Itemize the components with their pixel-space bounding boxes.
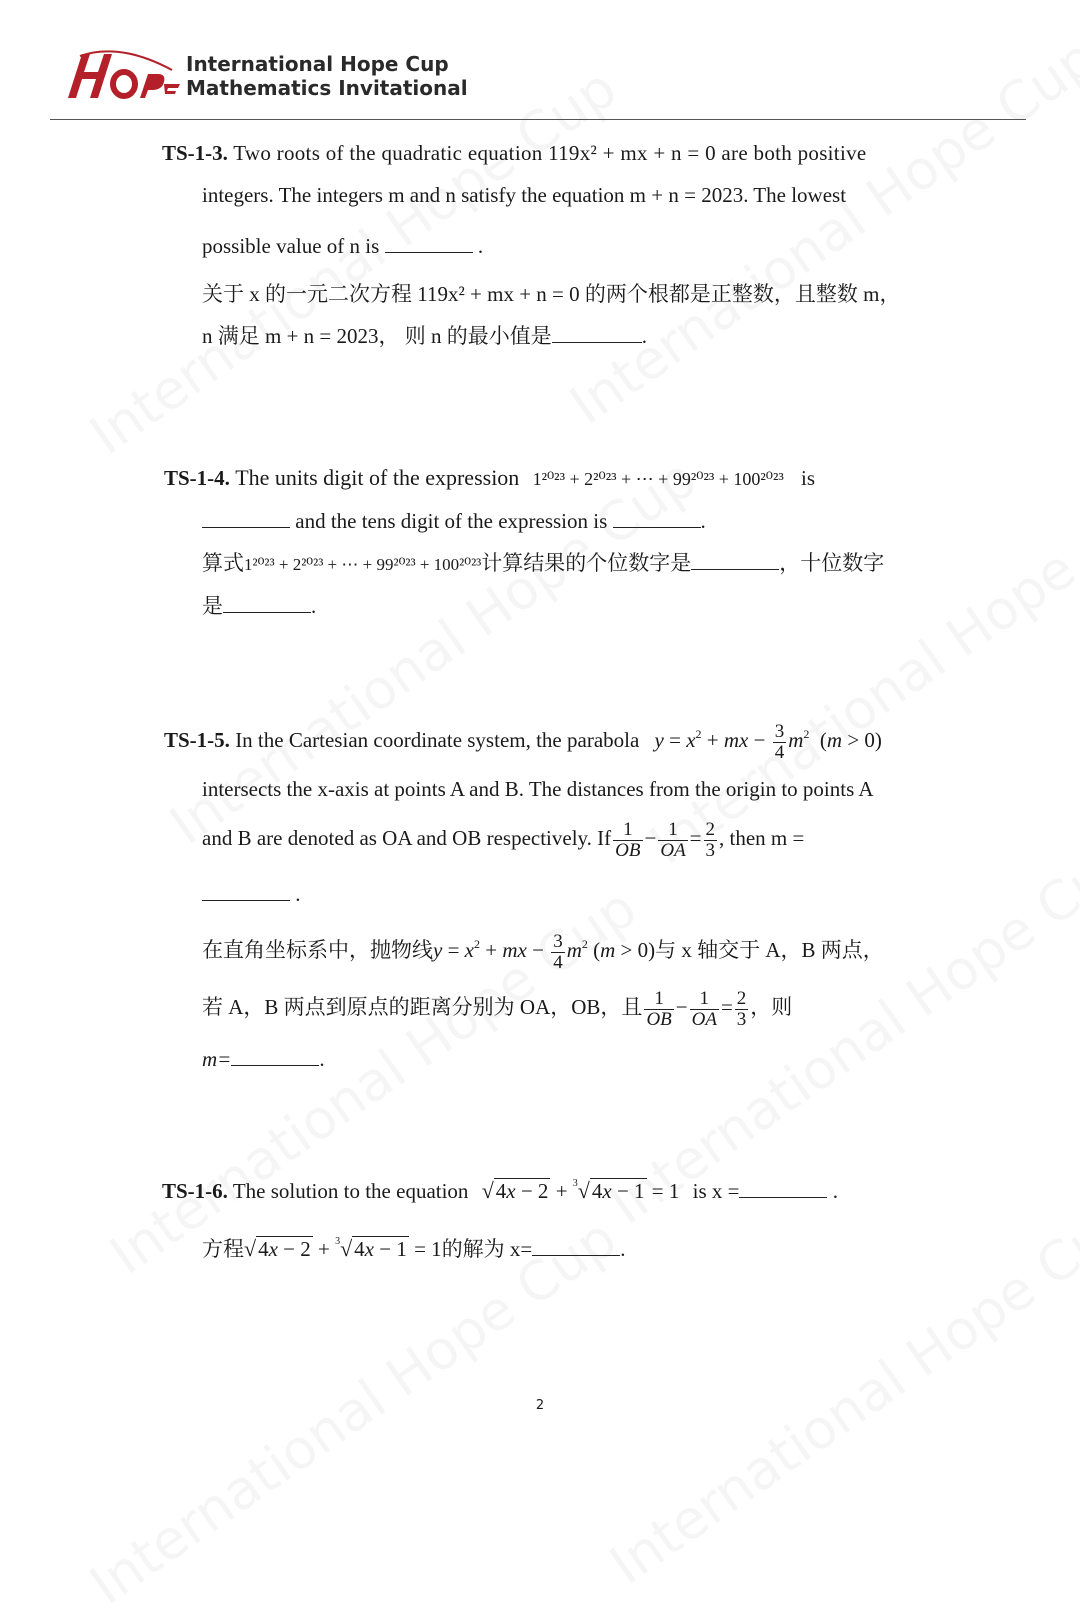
org-line-1: International Hope Cup: [186, 52, 449, 76]
equation-formula-zh: √4x − 2 + $^3$√4x − 1 = 1: [244, 1236, 442, 1261]
answer-blank[interactable]: [202, 882, 290, 901]
problem-4-zh-line-1: [202, 549, 884, 579]
problem-5-en-1: In the Cartesian coordinate system, the parabola: [235, 728, 640, 752]
problem-5-zh-line-2: [202, 987, 792, 1030]
watermark: [599, 1186, 1080, 1597]
answer-blank[interactable]: [202, 509, 290, 528]
problem-6-zh-1a: 方程: [202, 1237, 244, 1261]
problem-4-zh-expr: 1²⁰²³ + 2²⁰²³ + ⋯ + 99²⁰²³ + 100²⁰²³: [244, 555, 482, 574]
problem-3-line-1: [162, 139, 867, 167]
problem-5-en-2: intersects the x-axis at points A and B. The distances from the origin to points A: [202, 777, 874, 801]
problem-6-en-1: The solution to the equation: [232, 1179, 469, 1203]
problem-6-id: TS-1-6.: [162, 1179, 228, 1203]
problem-4-zh-1c: ，十位数字: [779, 551, 885, 575]
problem-6-zh-1b: 的解为 x=: [441, 1237, 533, 1261]
problem-4-expr: 1²⁰²³ + 2²⁰²³ + ⋯ + 99²⁰²³ + 100²⁰²³: [532, 469, 784, 489]
parabola-formula: $y = x^2$ + mx − $\frac{3}{4}$ $m^2$ (m > 0): [654, 720, 882, 763]
problem-3-en-1: Two roots of the quadratic equation 119x² + mx + n = 0 are both positive: [233, 141, 867, 165]
condition-formula-zh: $\frac{1}{OB}$ − $\frac{1}{OA}$ = $\frac{2}{3}$: [646, 987, 747, 1030]
watermark: [599, 818, 1080, 1237]
problem-3-zh-1: 关于 x 的一元二次方程 119x² + mx + n = 0 的两个根都是正整数，且整数 m，: [202, 282, 901, 306]
hope-logo: [60, 48, 180, 104]
parabola-formula-zh: $y = x^2$ + mx − $\frac{3}{4}$ $m^2$ (m > 0): [433, 930, 656, 973]
answer-blank[interactable]: [223, 594, 311, 613]
org-name: [186, 52, 468, 100]
problem-4-id: TS-1-4.: [164, 466, 230, 490]
watermark: [79, 56, 628, 467]
problem-5-zh-2a: 若 A，B 两点到原点的距离分别为 OA，OB，且: [202, 995, 643, 1019]
problem-4-zh-line-2: 是 .: [202, 594, 317, 618]
problem-4-zh-1a: 算式: [202, 551, 244, 575]
problem-5-zh-line-3: m= .: [202, 1047, 325, 1071]
problem-6-zh-line-1: 方程√4x − 2 + $^3$√4x − 1 = 1的解为 x= .: [202, 1236, 626, 1261]
problem-3-line-3: possible value of n is .: [202, 234, 484, 258]
answer-blank[interactable]: [552, 324, 642, 343]
page-number: 2: [535, 1398, 545, 1413]
problem-5-line-1: [164, 720, 882, 763]
problem-6-en-1-end: is x =: [692, 1179, 740, 1203]
header-rule: [50, 119, 1026, 120]
problem-4-en-1: The units digit of the expression: [235, 465, 520, 490]
problem-4-line-1: [164, 464, 815, 493]
problem-5-id: TS-1-5.: [164, 728, 230, 752]
problem-5-blank-line: .: [202, 880, 301, 908]
problem-5-zh-1a: 在直角坐标系中，抛物线: [202, 938, 433, 962]
answer-blank[interactable]: [385, 234, 473, 253]
equation-formula: √4x − 2 + $^3$√4x − 1 = 1: [481, 1178, 680, 1203]
problem-4-zh-1b: 计算结果的个位数字是: [481, 551, 692, 575]
problem-3-id: TS-1-3.: [162, 141, 228, 165]
problem-5-en-3a: and B are denoted as OA and OB respectively. If: [202, 826, 612, 850]
org-line-2: Mathematics Invitational: [186, 76, 468, 100]
problem-5-zh-2b: ，则: [750, 995, 793, 1019]
problem-3-en-3: possible value of n is: [202, 234, 380, 258]
problem-3-zh-2: n 满足 m + n = 2023， 则 n 的最小值是: [202, 324, 552, 348]
problem-6-line-1: TS-1-6. The solution to the equation √4x − 2 + $^3$√4x − 1 = 1 is x = .: [162, 1178, 838, 1203]
answer-blank[interactable]: [613, 509, 701, 528]
problem-3-zh-line-2: n 满足 m + n = 2023， 则 n 的最小值是 .: [202, 324, 648, 348]
problem-4-zh-2: 是: [202, 594, 223, 618]
answer-blank[interactable]: [739, 1179, 827, 1198]
condition-formula: $\frac{1}{OB}$ − $\frac{1}{OA}$ = $\frac{2}{3}$: [615, 818, 716, 861]
answer-blank[interactable]: [532, 1237, 620, 1256]
problem-5-zh-1b: 与 x 轴交于 A，B 两点，: [655, 938, 884, 962]
problem-5-en-3b: , then m =: [719, 826, 805, 850]
answer-blank[interactable]: [231, 1047, 319, 1066]
watermark: [559, 26, 1080, 437]
problem-5-zh-line-1: [202, 930, 884, 973]
problem-5-zh-3: m=: [202, 1047, 232, 1071]
problem-5-line-3: [202, 818, 804, 861]
problem-3-en-2: integers. The integers m and n satisfy the equation m + n = 2023. The lowest: [202, 183, 847, 207]
problem-4-line-2: and the tens digit of the expression is .: [202, 507, 706, 535]
answer-blank[interactable]: [691, 551, 779, 570]
problem-4-en-1-end: is: [801, 466, 816, 490]
problem-4-en-2: and the tens digit of the expression is: [295, 509, 608, 533]
